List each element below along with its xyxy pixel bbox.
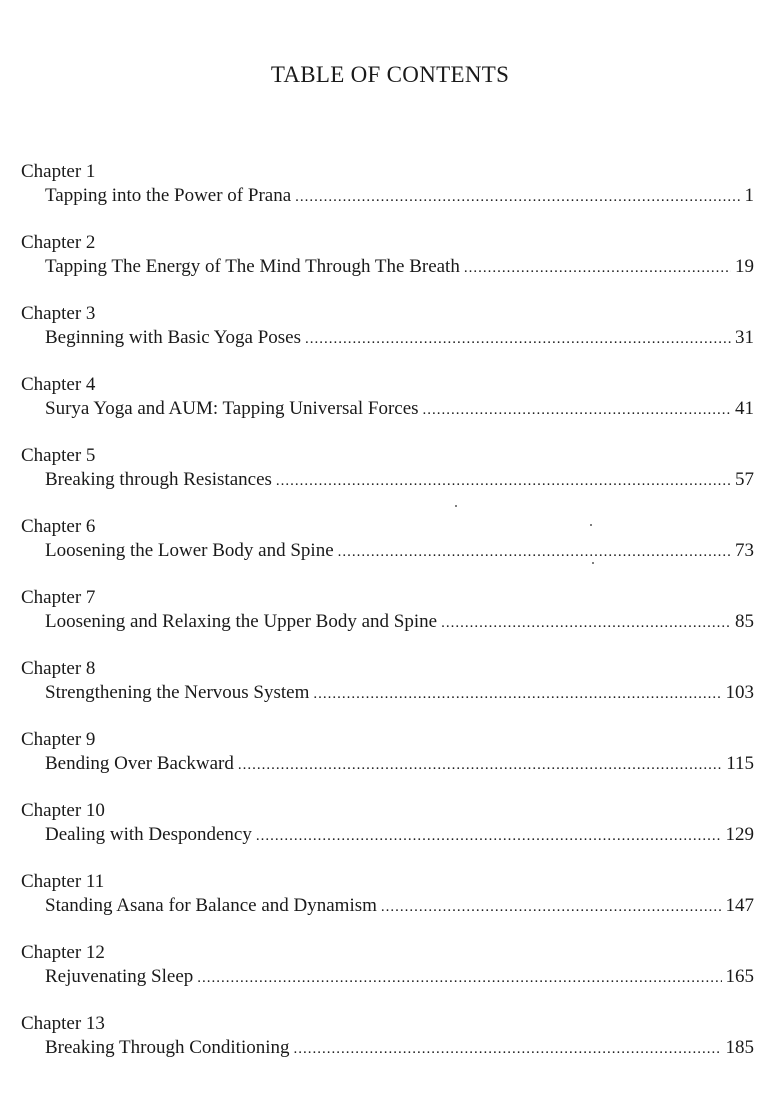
toc-line xyxy=(45,823,754,847)
page-number: 147 xyxy=(725,895,754,916)
chapter-title: Surya Yoga and AUM: Tapping Universal Forces xyxy=(45,398,419,419)
page-title: TABLE OF CONTENTS xyxy=(270,62,510,87)
toc-line xyxy=(45,1036,754,1060)
page-number: 115 xyxy=(726,753,754,774)
dot-leader xyxy=(305,327,731,351)
dot-leader xyxy=(276,469,731,493)
toc-line xyxy=(45,965,754,989)
page-number: 31 xyxy=(735,327,754,348)
toc-line xyxy=(45,752,754,776)
dot-leader xyxy=(423,398,731,422)
page-number: 129 xyxy=(725,824,754,845)
toc-entry-4 xyxy=(21,373,754,444)
dot-leader xyxy=(441,611,731,635)
chapter-title: Breaking Through Conditioning xyxy=(45,1037,290,1058)
chapter-title: Standing Asana for Balance and Dynamism xyxy=(45,895,377,916)
toc-entry-12 xyxy=(21,941,754,1012)
toc-line xyxy=(45,894,754,918)
page-number: 85 xyxy=(735,611,754,632)
page-number: 41 xyxy=(735,398,754,419)
chapter-title: Dealing with Despondency xyxy=(45,824,252,845)
page-number: 185 xyxy=(725,1037,754,1058)
page-number: 19 xyxy=(735,256,754,277)
dot-leader xyxy=(197,966,721,990)
page-number: 73 xyxy=(735,540,754,561)
dot-leader xyxy=(338,540,731,564)
dot-leader xyxy=(464,256,731,280)
toc-entry-9 xyxy=(21,728,754,799)
chapter-label: Chapter 4 xyxy=(21,374,96,395)
dot-leader xyxy=(381,895,722,919)
scan-speck xyxy=(590,524,592,526)
scan-speck xyxy=(455,505,457,507)
chapter-label: Chapter 3 xyxy=(21,303,96,324)
page-number: 1 xyxy=(744,185,754,206)
dot-leader xyxy=(294,1037,722,1061)
toc-entry-11 xyxy=(21,870,754,941)
toc-list xyxy=(21,160,754,1083)
toc-entry-3 xyxy=(21,302,754,373)
chapter-label: Chapter 8 xyxy=(21,658,96,679)
chapter-label: Chapter 11 xyxy=(21,871,105,892)
chapter-title: Breaking through Resistances xyxy=(45,469,272,490)
chapter-label: Chapter 1 xyxy=(21,161,96,182)
chapter-title: Tapping The Energy of The Mind Through The Breath xyxy=(45,256,460,277)
toc-line xyxy=(45,539,754,563)
chapter-label: Chapter 13 xyxy=(21,1013,105,1034)
page-number: 103 xyxy=(725,682,754,703)
chapter-title: Loosening and Relaxing the Upper Body and Spine xyxy=(45,611,438,632)
toc-entry-8 xyxy=(21,657,754,728)
toc-line xyxy=(45,184,754,208)
chapter-label: Chapter 7 xyxy=(21,587,96,608)
chapter-title: Bending Over Backward xyxy=(45,753,234,774)
toc-entry-10 xyxy=(21,799,754,870)
chapter-title: Loosening the Lower Body and Spine xyxy=(45,540,334,561)
toc-line xyxy=(45,610,754,634)
chapter-title: Rejuvenating Sleep xyxy=(45,966,194,987)
dot-leader xyxy=(295,185,740,209)
chapter-title: Strengthening the Nervous System xyxy=(45,682,310,703)
page-number: 57 xyxy=(735,469,754,490)
page-number: 165 xyxy=(725,966,754,987)
toc-entry-5 xyxy=(21,444,754,515)
toc-line xyxy=(45,397,754,421)
dot-leader xyxy=(313,682,721,706)
dot-leader xyxy=(256,824,722,848)
toc-line xyxy=(45,326,754,350)
chapter-title: Beginning with Basic Yoga Poses xyxy=(45,327,301,348)
chapter-label: Chapter 2 xyxy=(21,232,96,253)
chapter-label: Chapter 5 xyxy=(21,445,96,466)
toc-entry-2 xyxy=(21,231,754,302)
chapter-label: Chapter 9 xyxy=(21,729,96,750)
scan-speck xyxy=(592,562,594,564)
chapter-label: Chapter 10 xyxy=(21,800,105,821)
chapter-label: Chapter 12 xyxy=(21,942,105,963)
toc-entry-13 xyxy=(21,1012,754,1083)
toc-entry-1 xyxy=(21,160,754,231)
toc-entry-7 xyxy=(21,586,754,657)
toc-line xyxy=(45,681,754,705)
toc-line xyxy=(45,255,754,279)
toc-entry-6 xyxy=(21,515,754,586)
toc-line xyxy=(45,468,754,492)
chapter-title: Tapping into the Power of Prana xyxy=(45,185,292,206)
dot-leader xyxy=(238,753,722,777)
chapter-label: Chapter 6 xyxy=(21,516,96,537)
